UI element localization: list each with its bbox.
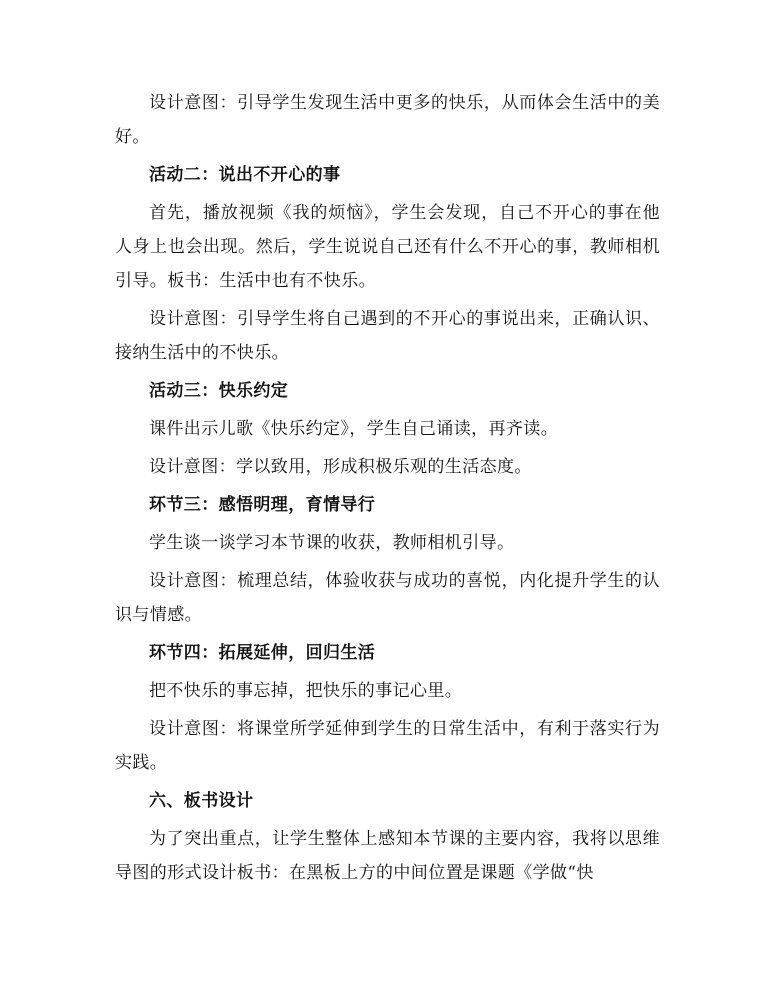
design-intent-paragraph: 设计意图：学以致用，形成积极乐观的生活态度。 [149,457,532,477]
activity-two-paragraph: 首先，播放视频《我的烦恼》，学生会发现，自己不开心的事在他人身上也会出现。然后，学生说说自己还有什么不开心的事，教师相机引导。板书：生活中也有不快乐。 [115,203,660,291]
design-intent-paragraph: 设计意图：将课堂所学延伸到学生的日常生活中，有利于落实行为实践。 [115,719,660,773]
design-intent-paragraph: 设计意图：引导学生将自己遇到的不开心的事说出来，正确认识、接纳生活中的不快乐。 [115,309,660,363]
section-four-paragraph: 把不快乐的事忘掉，把快乐的事记心里。 [149,681,463,701]
section-three-heading: 环节三：感悟明理，育情导行 [149,495,376,515]
design-intent-paragraph: 设计意图：引导学生发现生活中更多的快乐，从而体会生活中的美好。 [115,93,660,147]
activity-three-heading: 活动三：快乐约定 [149,381,289,401]
section-three-paragraph: 学生谈一谈学习本节课的收获，教师相机引导。 [149,533,515,553]
blackboard-design-paragraph: 为了突出重点，让学生整体上感知本节课的主要内容，我将以思维导图的形式设计板书：在黑板上方的中间位置是课题《学做“快 [115,829,660,883]
document-page [115,86,660,894]
activity-three-paragraph: 课件出示儿歌《快乐约定》，学生自己诵读，再齐读。 [149,419,559,439]
section-four-heading: 环节四：拓展延伸，回归生活 [149,643,376,663]
activity-two-heading: 活动二：说出不开心的事 [149,165,341,185]
design-intent-paragraph: 设计意图：梳理总结，体验收获与成功的喜悦，内化提升学生的认识与情感。 [115,571,660,625]
blackboard-design-heading: 六、板书设计 [149,791,254,811]
